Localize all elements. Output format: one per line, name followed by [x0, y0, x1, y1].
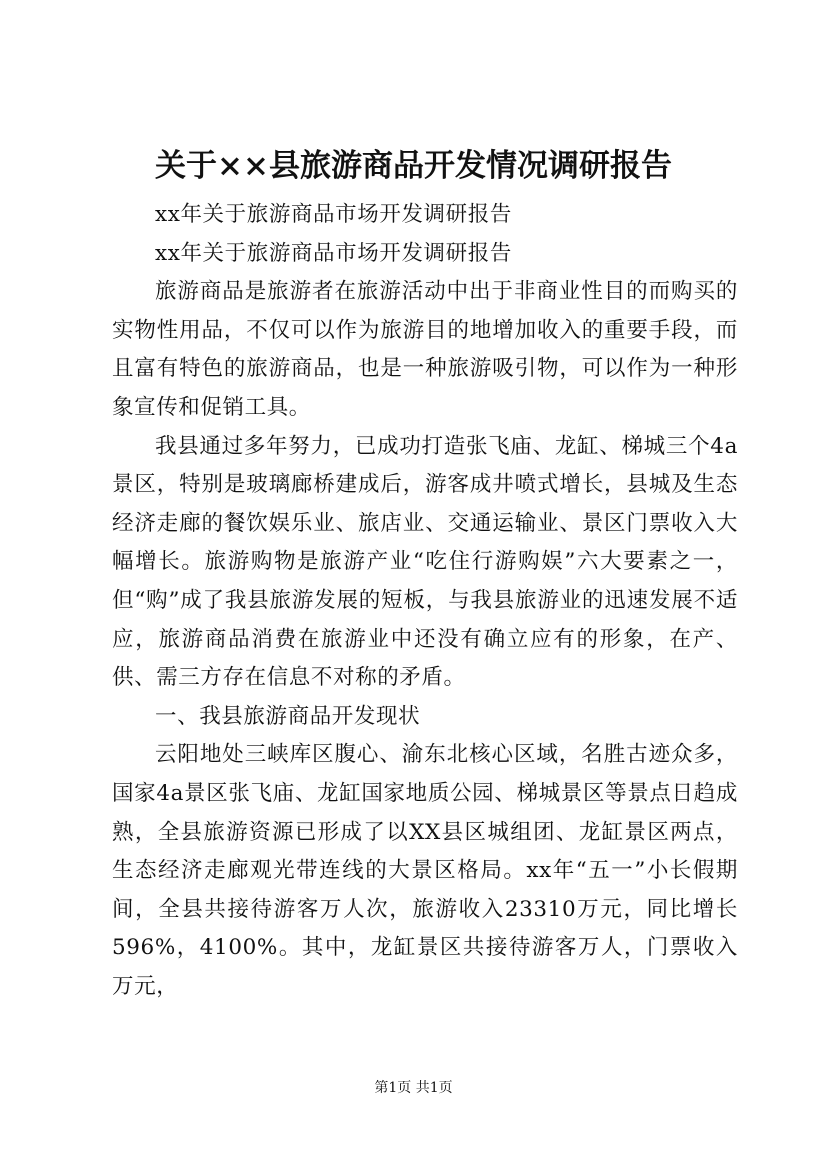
paragraph: 云阳地处三峡库区腹心、渝东北核心区域，名胜古迹众多，国家4a景区张飞庙、龙缸国家地质公园、梯城景区等景点日趋成熟，全县旅游资源已形成了以XX县区城组团、龙缸景区两点，生态经济走廊观光带连线的大景区格局。xx年“五一”小长假期间，全县共接待游客万人次，旅游收入23310万元，同比增长596%，4100%。其中，龙缸景区共接待游客万人，门票收入万元， [112, 742, 738, 999]
document-body [112, 196, 738, 1006]
document-title: 关于××县旅游商品开发情况调研报告 [155, 148, 672, 184]
paragraph: xx年关于旅游商品市场开发调研报告 [155, 202, 512, 227]
section-heading: 一、我县旅游商品开发现状 [155, 703, 421, 729]
paragraph: 旅游商品是旅游者在旅游活动中出于非商业性目的而购买的实物性用品，不仅可以作为旅游目的地增加收入的重要手段，而且富有特色的旅游商品，也是一种旅游吸引物，可以作为一种形象宣传和促销工具。 [112, 279, 738, 420]
paragraph: 我县通过多年努力，已成功打造张飞庙、龙缸、梯城三个4a景区，特别是玻璃廊桥建成后，游客成井喷式增长，县城及生态经济走廊的餐饮娱乐业、旅店业、交通运输业、景区门票收入大幅增长。旅游购物是旅游产业“吃住行游购娱”六大要素之一，但“购”成了我县旅游发展的短板，与我县旅游业的迅速发展不适应，旅游商品消费在旅游业中还没有确立应有的形象，在产、供、需三方存在信息不对称的矛盾。 [112, 433, 738, 691]
page-footer: 第1页 共1页 [374, 1080, 453, 1096]
paragraph: xx年关于旅游商品市场开发调研报告 [155, 240, 512, 266]
